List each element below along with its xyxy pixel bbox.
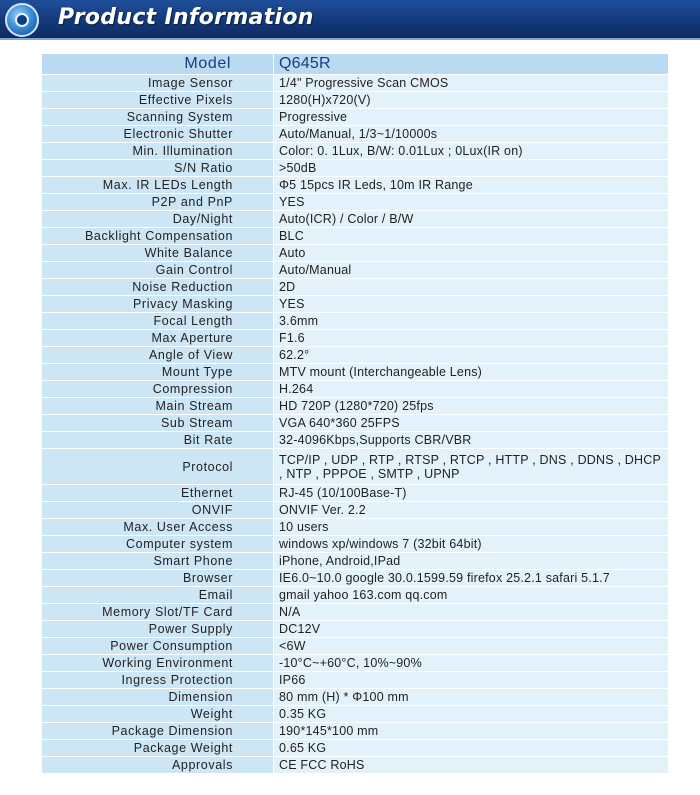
spec-label: Focal Length bbox=[42, 313, 274, 330]
spec-label: Effective Pixels bbox=[42, 92, 274, 109]
spec-value: YES bbox=[274, 194, 669, 211]
spec-value: Q645R bbox=[274, 54, 669, 75]
spec-value: Auto/Manual, 1/3~1/10000s bbox=[274, 126, 669, 143]
spec-label: Email bbox=[42, 587, 274, 604]
spec-value: HD 720P (1280*720) 25fps bbox=[274, 398, 669, 415]
spec-label: Electronic Shutter bbox=[42, 126, 274, 143]
spec-value: TCP/IP , UDP , RTP , RTSP , RTCP , HTTP , DNS , DDNS , DHCP , NTP , PPPOE , SMTP , UPNP bbox=[274, 449, 669, 485]
spec-row bbox=[42, 398, 669, 415]
spec-row bbox=[42, 160, 669, 177]
spec-value: CE FCC RoHS bbox=[274, 757, 669, 774]
spec-value: Auto bbox=[274, 245, 669, 262]
spec-value: Color: 0. 1Lux, B/W: 0.01Lux ; 0Lux(IR on) bbox=[274, 143, 669, 160]
spec-row bbox=[42, 604, 669, 621]
spec-row bbox=[42, 536, 669, 553]
spec-value: H.264 bbox=[274, 381, 669, 398]
spec-value: N/A bbox=[274, 604, 669, 621]
spec-row bbox=[42, 757, 669, 774]
spec-value: IP66 bbox=[274, 672, 669, 689]
spec-value: Φ5 15pcs IR Leds, 10m IR Range bbox=[274, 177, 669, 194]
spec-row bbox=[42, 553, 669, 570]
spec-value: IE6.0~10.0 google 30.0.1599.59 firefox 25.2.1 safari 5.1.7 bbox=[274, 570, 669, 587]
spec-value: 190*145*100 mm bbox=[274, 723, 669, 740]
spec-row bbox=[42, 330, 669, 347]
spec-row bbox=[42, 313, 669, 330]
page-title: Product Information bbox=[58, 5, 314, 30]
spec-label: Ethernet bbox=[42, 485, 274, 502]
spec-value: BLC bbox=[274, 228, 669, 245]
spec-label: Approvals bbox=[42, 757, 274, 774]
spec-row bbox=[42, 519, 669, 536]
spec-label: Browser bbox=[42, 570, 274, 587]
spec-row bbox=[42, 655, 669, 672]
spec-row bbox=[42, 75, 669, 92]
spec-label: Model bbox=[42, 54, 274, 75]
spec-row bbox=[42, 364, 669, 381]
spec-value: Auto(ICR) / Color / B/W bbox=[274, 211, 669, 228]
spec-value: Auto/Manual bbox=[274, 262, 669, 279]
spec-row bbox=[42, 415, 669, 432]
spec-label: Memory Slot/TF Card bbox=[42, 604, 274, 621]
spec-label: ONVIF bbox=[42, 502, 274, 519]
spec-row bbox=[42, 279, 669, 296]
spec-label: P2P and PnP bbox=[42, 194, 274, 211]
spec-row bbox=[42, 638, 669, 655]
spec-row bbox=[42, 381, 669, 398]
spec-value: 1/4" Progressive Scan CMOS bbox=[274, 75, 669, 92]
spec-label: Max. IR LEDs Length bbox=[42, 177, 274, 194]
spec-row bbox=[42, 211, 669, 228]
spec-value: RJ-45 (10/100Base-T) bbox=[274, 485, 669, 502]
spec-value: ONVIF Ver. 2.2 bbox=[274, 502, 669, 519]
spec-row bbox=[42, 143, 669, 160]
spec-value: 3.6mm bbox=[274, 313, 669, 330]
spec-value: windows xp/windows 7 (32bit 64bit) bbox=[274, 536, 669, 553]
spec-value: iPhone, Android,IPad bbox=[274, 553, 669, 570]
spec-value: VGA 640*360 25FPS bbox=[274, 415, 669, 432]
spec-label: Power Supply bbox=[42, 621, 274, 638]
spec-label: Package Dimension bbox=[42, 723, 274, 740]
spec-label: White Balance bbox=[42, 245, 274, 262]
spec-label: Bit Rate bbox=[42, 432, 274, 449]
spec-value: DC12V bbox=[274, 621, 669, 638]
spec-label: Gain Control bbox=[42, 262, 274, 279]
spec-label: Image Sensor bbox=[42, 75, 274, 92]
spec-row bbox=[42, 432, 669, 449]
spec-value: -10°C~+60°C, 10%~90% bbox=[274, 655, 669, 672]
spec-value: 1280(H)x720(V) bbox=[274, 92, 669, 109]
spec-label: Main Stream bbox=[42, 398, 274, 415]
spec-label: Power Consumption bbox=[42, 638, 274, 655]
spec-value: 80 mm (H) * Φ100 mm bbox=[274, 689, 669, 706]
spec-value: 0.35 KG bbox=[274, 706, 669, 723]
spec-row bbox=[42, 587, 669, 604]
spec-label: Backlight Compensation bbox=[42, 228, 274, 245]
spec-label: Working Environment bbox=[42, 655, 274, 672]
spec-value: YES bbox=[274, 296, 669, 313]
spec-row bbox=[42, 502, 669, 519]
spec-value: MTV mount (Interchangeable Lens) bbox=[274, 364, 669, 381]
spec-row bbox=[42, 621, 669, 638]
spec-row bbox=[42, 194, 669, 211]
spec-row bbox=[42, 228, 669, 245]
spec-label: Sub Stream bbox=[42, 415, 274, 432]
spec-row bbox=[42, 740, 669, 757]
spec-label: Weight bbox=[42, 706, 274, 723]
spec-row bbox=[42, 347, 669, 364]
spec-label: Package Weight bbox=[42, 740, 274, 757]
header-banner bbox=[0, 0, 700, 40]
spec-row bbox=[42, 723, 669, 740]
spec-label: Dimension bbox=[42, 689, 274, 706]
spec-label: Protocol bbox=[42, 449, 274, 485]
spec-row bbox=[42, 177, 669, 194]
spec-label: Privacy Masking bbox=[42, 296, 274, 313]
spec-table bbox=[41, 53, 669, 774]
spec-row bbox=[42, 570, 669, 587]
spec-label: Compression bbox=[42, 381, 274, 398]
spec-label: Angle of View bbox=[42, 347, 274, 364]
spec-row bbox=[42, 449, 669, 485]
spec-label: Day/Night bbox=[42, 211, 274, 228]
spec-value: 2D bbox=[274, 279, 669, 296]
spec-row bbox=[42, 262, 669, 279]
spec-row bbox=[42, 689, 669, 706]
spec-row bbox=[42, 296, 669, 313]
spec-label: Noise Reduction bbox=[42, 279, 274, 296]
spec-value: Progressive bbox=[274, 109, 669, 126]
spec-row bbox=[42, 245, 669, 262]
spec-value: >50dB bbox=[274, 160, 669, 177]
spec-value: F1.6 bbox=[274, 330, 669, 347]
spec-value: <6W bbox=[274, 638, 669, 655]
spec-label: Scanning System bbox=[42, 109, 274, 126]
spec-value: 32-4096Kbps,Supports CBR/VBR bbox=[274, 432, 669, 449]
spec-label: Computer system bbox=[42, 536, 274, 553]
spec-label: Max. User Access bbox=[42, 519, 274, 536]
spec-row bbox=[42, 126, 669, 143]
spec-row bbox=[42, 706, 669, 723]
brand-logo-icon bbox=[5, 3, 39, 37]
spec-value: 62.2° bbox=[274, 347, 669, 364]
spec-label: Smart Phone bbox=[42, 553, 274, 570]
spec-label: Mount Type bbox=[42, 364, 274, 381]
spec-row bbox=[42, 672, 669, 689]
spec-label: Ingress Protection bbox=[42, 672, 274, 689]
spec-row bbox=[42, 485, 669, 502]
spec-row bbox=[42, 109, 669, 126]
spec-label: Min. Illumination bbox=[42, 143, 274, 160]
spec-label: Max Aperture bbox=[42, 330, 274, 347]
spec-value: gmail yahoo 163.com qq.com bbox=[274, 587, 669, 604]
spec-row bbox=[42, 92, 669, 109]
spec-value: 0.65 KG bbox=[274, 740, 669, 757]
spec-value: 10 users bbox=[274, 519, 669, 536]
model-row bbox=[42, 54, 669, 75]
spec-label: S/N Ratio bbox=[42, 160, 274, 177]
